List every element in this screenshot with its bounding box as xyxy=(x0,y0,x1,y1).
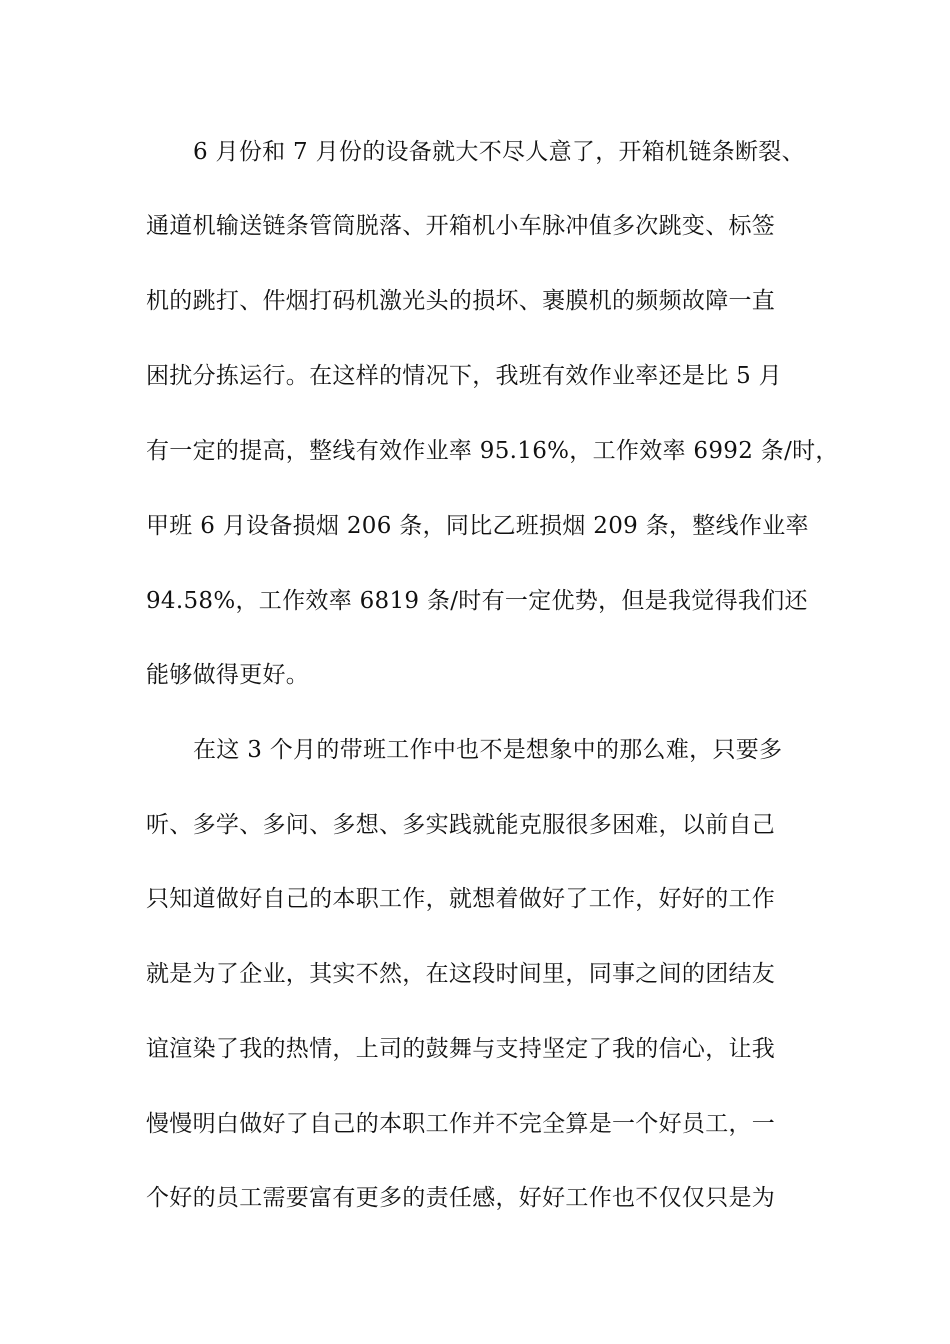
paragraph-2-line-2: 听、多学、多问、多想、多实践就能克服很多困难，以前自己 xyxy=(146,812,776,838)
paragraph-1-line-1: 6 月份和 7 月份的设备就大不尽人意了，开箱机链条断裂、 xyxy=(193,139,805,165)
paragraph-2-line-6: 慢慢明白做好了自己的本职工作并不完全算是一个好员工，一 xyxy=(146,1111,776,1137)
paragraph-1-line-3: 机的跳打、件烟打码机激光头的损坏、裹膜机的频频故障一直 xyxy=(146,288,776,314)
paragraph-1-line-8: 能够做得更好。 xyxy=(146,662,310,688)
paragraph-1-line-7: 94.58%，工作效率 6819 条/时有一定优势，但是我觉得我们还 xyxy=(146,588,808,614)
paragraph-2-line-1: 在这 3 个月的带班工作中也不是想象中的那么难，只要多 xyxy=(193,737,783,763)
paragraph-2-line-7: 个好的员工需要富有更多的责任感，好好工作也不仅仅只是为 xyxy=(146,1185,776,1211)
paragraph-1-line-4: 困扰分拣运行。在这样的情况下，我班有效作业率还是比 5 月 xyxy=(146,363,782,389)
paragraph-2-line-5: 谊渲染了我的热情，上司的鼓舞与支持坚定了我的信心，让我 xyxy=(146,1036,776,1062)
paragraph-1-line-2: 通道机输送链条管筒脱落、开箱机小车脉冲值多次跳变、标签 xyxy=(146,213,776,239)
paragraph-2-line-3: 只知道做好自己的本职工作，就想着做好了工作，好好的工作 xyxy=(146,886,776,912)
paragraph-1-line-5: 有一定的提高，整线有效作业率 95.16%，工作效率 6992 条/时， xyxy=(146,438,839,464)
paragraph-2-line-4: 就是为了企业，其实不然，在这段时间里，同事之间的团结友 xyxy=(146,961,776,987)
paragraph-1-line-6: 甲班 6 月设备损烟 206 条，同比乙班损烟 209 条，整线作业率 xyxy=(146,513,809,539)
